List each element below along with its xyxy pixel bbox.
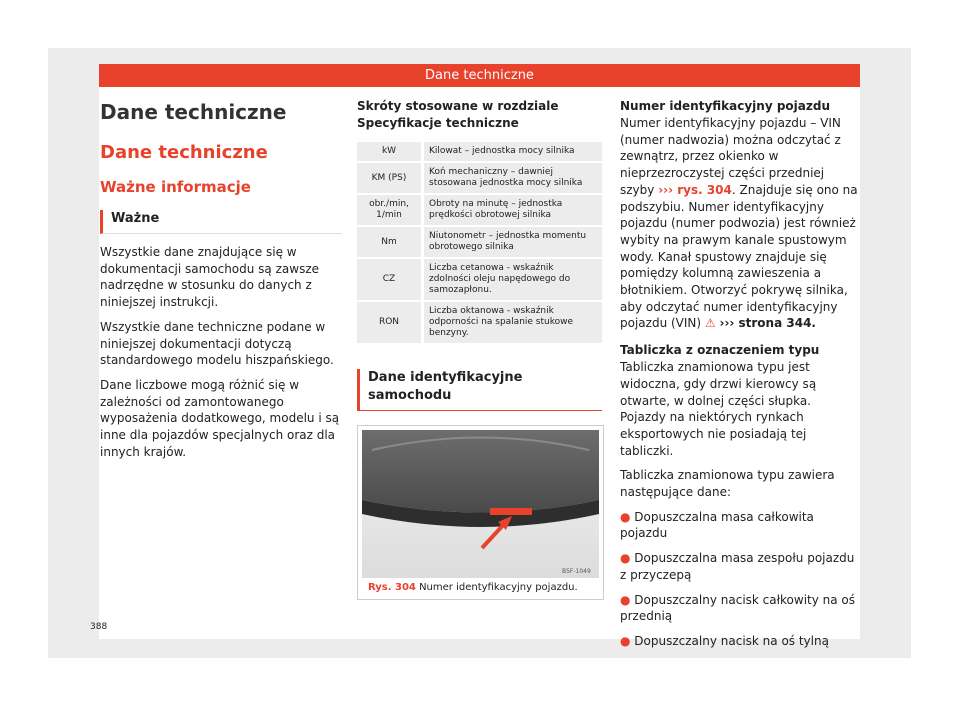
vin-paragraph: Numer identyfikacyjny pojazdu – VIN (numer nadwozia) można odczytać z zewnątrz, przez okienko w nieprzezroczystej części przedniej szyby ››› rys. 304. Znajduje się ono na podszybiu. Numer identyfikacyjny pojazdu (numer podwozia) jest również wybity na prawym kanale spustowym wody. Kanał spustowy znajduje się pomiędzy kolumną zawieszenia a błotnikiem. Otworzyć pokrywę silnika, aby odczytać numer identyfikacyjny pojazdu (VIN) ⚠ ››› strona 344. [620,116,858,331]
section-title: Dane techniczne [100,142,268,163]
figure-304 [357,425,604,600]
table-row [357,302,602,343]
plate-paragraph: Tabliczka znamionowa typu jest widoczna, gdy drzwi kierowcy są otwarte, w dolnej części słupka. Pojazdy na niektórych rynkach eksportowych nie posiadają tej tabliczki. [620,360,817,458]
table-key: RON [357,302,424,343]
figure-caption [368,580,578,596]
chapter-title: Dane techniczne [100,100,287,124]
figure-caption-text: Numer identyfikacyjny pojazdu. [419,582,578,593]
table-key: CZ [357,259,424,300]
table-key: KM (PS) [357,163,424,193]
list-item: ● Dopuszczalna masa całkowita pojazdu [620,509,814,541]
vehicle-id-section-title: Dane identyfikacyjne samochodu [357,369,602,411]
vin-text: . Znajduje się ono na podszybiu. Numer identyfikacyjny pojazdu (numer podwozia) jest również wybity na prawym kanale spustowym wody. Kanał spustowy znajduje się pomiędzy kolumną zawieszenia a błotnikiem. Otworzyć pokrywę silnika, aby odczytać numer identyfikacyjny pojazdu (VIN) [620,182,858,331]
list-item: ● Dopuszczalny nacisk na oś tylną [620,633,829,648]
bullet-icon: ● [620,551,635,566]
table-value: Kilowat – jednostka mocy silnika [424,142,602,161]
vin-text: Numer identyfikacyjny pojazdu – VIN (numer nadwozia) można odczytać z zewnątrz, przez okienko w nieprzezroczystej części przedniej szyby [620,116,841,197]
table-value: Obroty na minutę – jednostka prędkości obrotowej silnika [424,195,602,225]
windshield-vin-illustration [362,430,599,578]
table-row [357,259,602,300]
bullet-icon: ● [620,509,635,524]
table-row [357,142,602,161]
paragraph: Wszystkie dane znajdujące się w dokumentacji samochodu są zawsze nadrzędne w stosunku do danych z niniejszej instrukcji. [100,245,319,310]
table-row [357,163,602,193]
table-key: obr./min, 1/min [357,195,424,225]
bullet-icon: ● [620,592,635,607]
table-row [357,195,602,225]
table-value: Koń mechaniczny – dawniej stosowana jednostka mocy silnika [424,163,602,193]
column-middle [357,98,602,600]
table-value: Liczba cetanowa - wskaźnik zdolności oleju napędowego do samozapłonu. [424,259,602,300]
list-item: ● Dopuszczalny nacisk całkowity na oś przednią [620,592,856,624]
note-heading: Ważne [100,210,342,234]
vin-heading: Numer identyfikacyjny pojazdu [620,99,830,113]
abbreviations-heading: Skróty stosowane w rozdziale Specyfikacje techniczne [357,99,559,130]
page-reference-link[interactable]: ››› strona 344 [719,316,812,331]
vin-label-marker [490,508,532,515]
table-key: kW [357,142,424,161]
chapter-band: Dane techniczne [99,64,860,87]
plate-paragraph: Tabliczka znamionowa typu zawiera następujące dane: [620,468,835,500]
column-right [620,98,860,650]
list-item: ● Dopuszczalna masa zespołu pojazdu z przyczepą [620,551,855,582]
figure-label: Rys. 304 [368,582,416,593]
abbreviations-table [357,140,602,345]
page-number: 388 [90,622,108,632]
table-value: Niutonometr – jednostka momentu obrotowego silnika [424,227,602,257]
table-row [357,227,602,257]
table-key: Nm [357,227,424,257]
figure-code: B5F-1049 [562,568,591,575]
warning-icon: ⚠ [704,316,716,331]
figure-reference-link[interactable]: ››› rys. 304 [658,182,732,197]
column-left [100,98,342,460]
paragraph: Dane liczbowe mogą różnić się w zależności od zamontowanego wyposażenia dodatkowego, modelu i są inne dla pojazdów specjalnych oraz dla innych krajów. [100,377,340,459]
bullet-icon: ● [620,633,635,648]
paragraph: Wszystkie dane techniczne podane w niniejszej dokumentacji dotyczą standardowego modelu hiszpańskiego. [100,319,334,368]
table-value: Liczba oktanowa - wskaźnik odporności na spalanie stukowe benzyny. [424,302,602,343]
subsection-title: Ważne informacje [100,178,251,196]
plate-heading: Tabliczka z oznaczeniem typu [620,343,820,358]
